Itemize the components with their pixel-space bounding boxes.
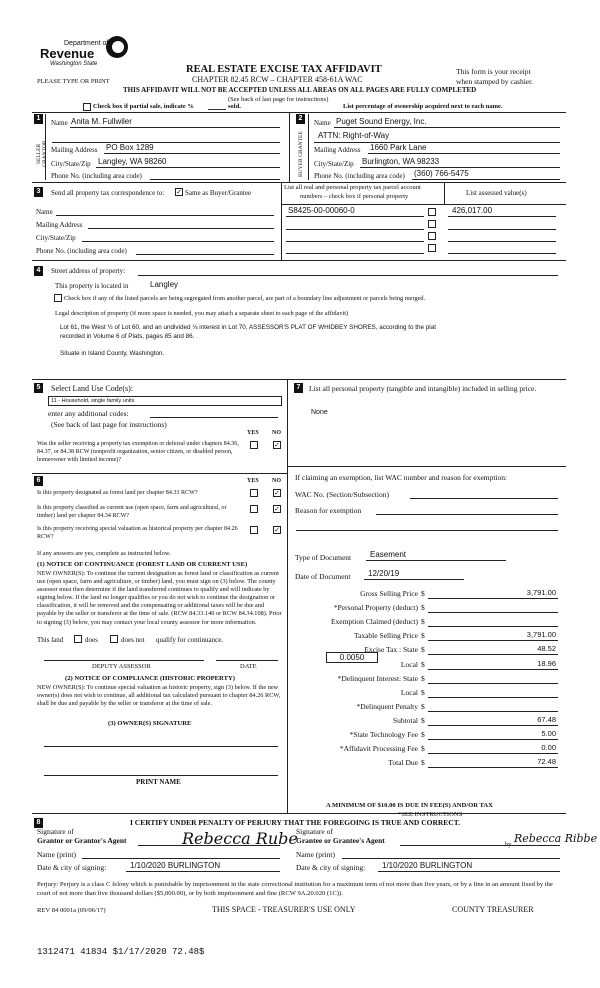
tax-row-label: *Affidavit Processing Fee: [339, 744, 418, 753]
tax-row-value[interactable]: 5.00: [541, 729, 556, 738]
grantee-name-line[interactable]: [342, 858, 560, 859]
historic-no-checkbox[interactable]: ✓: [274, 526, 280, 534]
form-warning: THIS AFFIDAVIT WILL NOT BE ACCEPTED UNLESS ALL AREAS ON ALL PAGES ARE FULLY COMPLETED: [123, 86, 477, 94]
tax-row-line: [428, 739, 558, 740]
grantee-name-print-label: Name (print): [296, 850, 335, 859]
grantor-sig-of: Signature of: [37, 827, 74, 836]
tax-row-label: Local: [400, 660, 418, 669]
section-1-2-divider: [289, 112, 290, 182]
assessed-head: List assessed value(s): [466, 189, 527, 197]
seller-mailing-line: [104, 153, 280, 154]
tax-row-dollar: $: [421, 688, 425, 697]
tax-row-value[interactable]: 72.48: [537, 757, 556, 766]
exemption-yes-checkbox[interactable]: [250, 441, 258, 449]
parcel-line-2[interactable]: [286, 229, 424, 230]
seller-city-line: [96, 167, 280, 168]
tax-row-label: Local: [400, 688, 418, 697]
tax-row-dollar: $: [421, 716, 425, 725]
s5-no-head: NO: [272, 430, 281, 436]
tax-row-label: Subtotal: [392, 716, 418, 725]
notice-compliance-title: (2) NOTICE OF COMPLIANCE (HISTORIC PROPERTY): [65, 675, 235, 682]
corr-mailing-line[interactable]: [88, 228, 274, 229]
grantee-signature[interactable]: Rebecca Ribbe: [514, 832, 598, 845]
see-back-header: (See back of last page for instructions): [228, 96, 329, 103]
grantee-date-line: [378, 871, 560, 872]
section-6-badge: 6: [34, 476, 43, 486]
form-revision: REV 84 0001a (09/06/17): [37, 907, 106, 914]
parcel-head-1: List all real and personal property tax parcel account: [284, 184, 421, 191]
doc-date-line: [364, 579, 464, 580]
section-4-top-rule: [32, 260, 566, 261]
deputy-assessor-label: DEPUTY ASSESSOR: [92, 663, 151, 670]
forest-no-checkbox[interactable]: ✓: [274, 489, 280, 497]
tax-row-dollar: $: [421, 674, 425, 683]
parcel-head-2: numbers – check box if personal property: [300, 193, 409, 200]
section-5-badge: 5: [34, 383, 43, 393]
parcel-assessed-divider: [444, 182, 445, 204]
tax-row-line: [428, 654, 558, 655]
deputy-assessor-line[interactable]: [44, 660, 204, 661]
tax-row-value[interactable]: 3,791.00: [526, 630, 556, 639]
local-rate-box[interactable]: 0.0050: [326, 652, 378, 663]
tax-row-dollar: $: [421, 589, 425, 598]
cashier-stamp: 1312471 41834 $1/17/2020 72.48$: [37, 947, 205, 957]
see-instructions-note: *SEE INSTRUCTIONS: [398, 811, 463, 818]
s6-no-head: NO: [272, 478, 281, 484]
if-yes-note: If any answers are yes, complete as instructed below.: [37, 550, 171, 557]
section-6-top-rule: [32, 473, 287, 474]
doc-type-line: [366, 560, 506, 561]
tax-row-label: *Delinquent Interest: State: [337, 674, 418, 683]
section-5-top-rule: [32, 379, 566, 380]
tax-row-line: [428, 767, 558, 768]
land-does-checkbox[interactable]: [74, 635, 82, 643]
personal-property-label: List all personal property (tangible and intangible) included in selling price.: [309, 384, 537, 393]
tax-row-value[interactable]: 48.52: [537, 644, 556, 653]
seller-mailing-label: Mailing Address: [51, 146, 98, 154]
buyer-phone[interactable]: (360) 766-5475: [414, 169, 469, 178]
buyer-city[interactable]: Burlington, WA 98233: [362, 157, 440, 166]
form-title: REAL ESTATE EXCISE TAX AFFIDAVIT: [186, 64, 382, 75]
dor-state: Washington State: [50, 61, 98, 67]
grantor-agent-label: Grantor or Grantor's Agent: [37, 836, 127, 845]
exemption-question: Was the seller receiving a property tax exemption or deferral under chapters 84.36, 84.37, or 84.38 RCW (nonprofit organization, senior citizen, or disabled person, homeowner with limited income)?: [37, 441, 239, 463]
tax-row-value[interactable]: 18.96: [537, 659, 556, 668]
land-does-label: does: [85, 636, 98, 644]
current-use-yes-checkbox[interactable]: [250, 505, 258, 513]
buyer-name-label: Name: [314, 119, 331, 127]
parcel-personal-checkbox-4[interactable]: [428, 244, 436, 252]
land-does-not-checkbox[interactable]: [110, 635, 118, 643]
header-rule: [32, 112, 566, 113]
dor-logo: [40, 36, 130, 70]
tax-row-label: *State Technology Fee: [349, 730, 418, 739]
assessed-line-1: [448, 216, 556, 217]
assessed-line-2[interactable]: [448, 229, 556, 230]
tax-row-line: [428, 640, 558, 641]
print-name-line[interactable]: [44, 775, 278, 776]
section-8-badge: 8: [34, 818, 43, 828]
grantor-date-line: [126, 871, 280, 872]
street-address-line[interactable]: [138, 275, 558, 276]
legal-description-1: Lot 61, the West ½ of Lot 60, and an undivided ⅛ interest in Lot 70, ASSESSOR'S PLAT OF WHIDBEY SHORES, according to the plat: [60, 324, 436, 331]
partial-sale-pct-line[interactable]: [208, 102, 226, 110]
buyer-line2: [314, 142, 560, 143]
claim-exemption-label: If claiming an exemption, list WAC number and reason for exemption:: [295, 473, 508, 482]
seller-phone-line[interactable]: [150, 179, 280, 180]
buyer-mailing-label: Mailing Address: [314, 146, 361, 154]
partial-sale-checkbox[interactable]: [83, 103, 91, 111]
owner-signature-label: (3) OWNER(S) SIGNATURE: [108, 720, 192, 727]
assessed-line-4[interactable]: [448, 253, 556, 254]
corr-name-label: Name: [36, 208, 53, 216]
county-treasurer-label: COUNTY TREASURER: [452, 905, 534, 914]
send-correspondence-label: Send all property tax correspondence to:: [51, 189, 165, 197]
assessed-value[interactable]: 426,017.00: [452, 206, 493, 215]
parcel-head-rule: [281, 204, 566, 205]
wac-line[interactable]: [410, 498, 558, 499]
tax-row-dollar: $: [421, 744, 425, 753]
seller-name-line: [70, 127, 280, 128]
legal-description-2: recorded in Volume 6 of Plats, pages 85 and 86.: [60, 333, 195, 340]
grantor-date-label: Date & city of signing:: [37, 863, 107, 872]
tax-row-label: Excise Tax : State: [364, 645, 418, 654]
parcel-line-3[interactable]: [286, 241, 424, 242]
list-percentage-note: List percentage of ownership acquired next to each name.: [343, 103, 503, 110]
tax-row-value[interactable]: 0.00: [541, 743, 556, 752]
grantee-sig-line: [400, 845, 560, 846]
forest-yes-checkbox[interactable]: [250, 489, 258, 497]
grantee-by-label: by: [505, 841, 512, 848]
deputy-date-line[interactable]: [216, 660, 278, 661]
grantee-agent-label: Grantee or Grantee's Agent: [296, 836, 385, 845]
section-2-badge: 2: [296, 114, 305, 124]
parcel-line-1: [286, 216, 424, 217]
tax-row-dollar: $: [421, 730, 425, 739]
segregated-checkbox[interactable]: [54, 294, 62, 302]
buyer-mailing[interactable]: 1660 Park Lane: [370, 143, 427, 152]
seller-phone-label: Phone No. (including area code): [51, 172, 142, 180]
grantee-sig-of: Signature of: [296, 827, 333, 836]
notice-continuance-title: (1) NOTICE OF CONTINUANCE (FOREST LAND OR CURRENT USE): [37, 561, 248, 568]
forest-land-question: Is this property designated as forest land per chapter 84.33 RCW?: [37, 490, 198, 496]
tax-row-line: [428, 626, 558, 627]
corr-name-line[interactable]: [56, 215, 274, 216]
owner-signature-line[interactable]: [44, 746, 278, 747]
tax-row-label: Exemption Claimed (deduct): [330, 617, 418, 626]
tax-row-label: *Personal Property (deduct): [333, 603, 418, 612]
personal-property-value[interactable]: None: [311, 409, 328, 416]
historic-question: Is this property receiving special valuation as historical property per chapter 84.26 RCW?: [37, 526, 238, 540]
tax-row-dollar: $: [421, 617, 425, 626]
seller-city[interactable]: Langley, WA 98260: [98, 157, 167, 166]
current-use-question: Is this property classified as current use (open space, farm and agricultural, or timber) land per chapter 84.34 RCW?: [37, 505, 227, 519]
tax-row-dollar: $: [421, 645, 425, 654]
corr-mailing-label: Mailing Address: [36, 221, 83, 229]
buyer-attn[interactable]: ATTN: Right-of-Way: [318, 131, 390, 140]
form-subtitle: CHAPTER 82.45 RCW – CHAPTER 458-61A WAC: [192, 75, 363, 84]
seller-name-label: Name: [51, 119, 68, 127]
street-address-label: Street address of property:: [51, 267, 126, 275]
section-8-top-rule: [32, 813, 566, 814]
segregated-label: Check box if any of the listed parcels are being segregated from another parcel, are part of a boundary line adjustment or parcels being merged.: [64, 295, 426, 302]
seller-line2: [52, 142, 280, 143]
this-land-label: This land: [37, 636, 64, 644]
parcel-personal-checkbox-2[interactable]: [428, 220, 436, 228]
legal-description-3: Situate in Island County, Washington.: [60, 350, 165, 357]
located-label: This property is located in: [55, 282, 129, 290]
print-name-label: PRINT NAME: [136, 778, 181, 786]
doc-date-value[interactable]: 12/20/19: [368, 569, 400, 578]
qualify-label: qualify for continuance.: [156, 636, 224, 644]
tax-row-label: *Delinquent Penalty: [356, 702, 418, 711]
section-7-mid-rule: [287, 466, 566, 467]
tax-row-label: Gross Selling Price: [360, 589, 418, 598]
land-use-label: Select Land Use Code(s):: [51, 384, 133, 393]
treasurer-space-label: THIS SPACE - TREASURER'S USE ONLY: [212, 905, 356, 914]
section-7-badge: 7: [294, 383, 303, 393]
buyer-name-line: [334, 127, 560, 128]
receipt-line1: This form is your receipt: [456, 67, 531, 76]
land-use-see-back: (See back of last page for instructions): [51, 420, 167, 429]
parcel-line-4[interactable]: [286, 253, 424, 254]
reason-line[interactable]: [376, 514, 558, 515]
dor-dept-label: Department of: [64, 40, 109, 47]
deputy-date-label: DATE: [240, 663, 257, 670]
partial-sale-label: Check box if partial sale, indicate %: [93, 103, 194, 110]
buyer-phone-label: Phone No. (including area code): [314, 172, 405, 180]
certify-statement: I CERTIFY UNDER PENALTY OF PERJURY THAT THE FOREGOING IS TRUE AND CORRECT.: [130, 818, 461, 827]
seller-mailing[interactable]: PO Box 1289: [106, 143, 154, 152]
buyer-side-label: BUYER GRANTEE: [298, 131, 304, 177]
tax-row-value[interactable]: 3,791.00: [526, 588, 556, 597]
tax-row-line: [428, 753, 558, 754]
tax-row-value[interactable]: 67.48: [537, 715, 556, 724]
grantor-signature[interactable]: Rebecca Rube: [182, 829, 298, 848]
additional-codes-line[interactable]: [150, 417, 278, 418]
corr-phone-line[interactable]: [136, 254, 274, 255]
tax-row-line: [428, 598, 558, 599]
tax-row-line: [428, 669, 558, 670]
legal-description-label: Legal description of property (if more space is needed, you may attach a separate sheet to each page of the affidavit): [55, 310, 349, 317]
tax-row-line: [428, 711, 558, 712]
corr-city-line[interactable]: [82, 241, 274, 242]
minimum-due-note: A MINIMUM OF $10.00 IS DUE IN FEE(S) AND/OR TAX: [326, 802, 493, 809]
receipt-line2: when stamped by cashier.: [456, 77, 534, 86]
notice-continuance-body: NEW OWNER(S): To continue the current designation as forest land or classification as current use (open space, farm and agriculture, or timber) land, you must sign on (3) below. The county assessor must then determine if the land transferred continues to qualify and will indicate by signing below. If the land no longer qualifies or you do not wish to continue the designation or classification, it will be removed and the compensating or additional taxes will be due and payable by the seller or transferor at the time of sale. (RCW 84.33.140 or RCW 84.34.108). Prior to signing (3) below, you may contact your local county assessor for more information.: [37, 570, 282, 626]
exemption-no-checkbox[interactable]: ✓: [274, 441, 280, 449]
sold-label: sold.: [228, 103, 241, 110]
seller-city-label: City/State/Zip: [51, 160, 91, 168]
wac-label: WAC No. (Section/Subsection): [295, 490, 389, 499]
tax-row-dollar: $: [421, 603, 425, 612]
same-as-buyer-checkbox[interactable]: ✓: [176, 188, 182, 196]
same-as-buyer-label: Same as Buyer/Grantee: [185, 189, 252, 197]
grantee-date-label: Date & city of signing:: [296, 863, 366, 872]
located-value[interactable]: Langley: [150, 280, 179, 289]
seller-name[interactable]: Anita M. Fullwiler: [71, 117, 132, 126]
tax-row-line: [428, 683, 558, 684]
tax-row-line: [428, 612, 558, 613]
land-does-not-label: does not: [121, 636, 145, 644]
dor-name: Revenue: [40, 46, 95, 61]
doc-type-label: Type of Document: [295, 553, 352, 562]
tax-row-dollar: $: [421, 631, 425, 640]
parcel-personal-checkbox-1[interactable]: [428, 208, 436, 216]
parcel-number[interactable]: S8425-00-00060-0: [288, 206, 355, 215]
section-1-badge: 1: [34, 114, 43, 124]
tax-row-dollar: $: [421, 660, 425, 669]
parcel-personal-checkbox-3[interactable]: [428, 232, 436, 240]
seller-side-label: SELLER GRANTOR: [36, 140, 48, 168]
grantor-name-line[interactable]: [82, 858, 280, 859]
notice-compliance-body: NEW OWNER(S): To continue special valuation as historic property, sign (3) below. If the new owner(s) does not wish to continue, all additional tax calculated pursuant to chapter 84.26 RCW, shall be due and payable by the seller or transferor at the time of sale.: [37, 684, 281, 708]
section-3-top-rule: [32, 182, 566, 183]
perjury-statement: Perjury: Perjury is a class C felony which is punishable by imprisonment in the state correctional institution for a maximum term of not more than five years, or by a fine in an amount fixed by the court of not more than five thousand dollars ($5,000.00), or by both imprisonment and fine (RCW 9A.20.020 (1C)).: [37, 881, 553, 897]
corr-phone-label: Phone No. (including area code): [36, 247, 127, 255]
s5-yes-head: YES: [247, 430, 259, 436]
section-3-badge: 3: [34, 187, 43, 197]
s6-yes-head: YES: [247, 478, 259, 484]
land-use-select[interactable]: 11 - Household, single family units: [48, 396, 282, 406]
current-use-no-checkbox[interactable]: ✓: [274, 505, 280, 513]
section-3-divider: [281, 182, 282, 260]
tax-row-line: [428, 697, 558, 698]
buyer-city-label: City/State/Zip: [314, 160, 354, 168]
assessed-line-3[interactable]: [448, 241, 556, 242]
please-type: PLEASE TYPE OR PRINT: [37, 78, 110, 85]
buyer-mailing-line: [368, 153, 560, 154]
left-right-divider: [287, 379, 288, 813]
section-4-badge: 4: [34, 266, 43, 276]
reason-line-2[interactable]: [296, 530, 558, 531]
buyer-city-line: [360, 167, 560, 168]
buyer-side-divider: [308, 114, 309, 180]
grantor-name-print-label: Name (print): [37, 850, 76, 859]
tax-row-dollar: $: [421, 758, 425, 767]
doc-date-label: Date of Document: [295, 572, 351, 581]
tax-row-dollar: $: [421, 702, 425, 711]
buyer-name[interactable]: Puget Sound Energy, Inc.: [336, 117, 427, 126]
tax-row-label: Total Due: [388, 758, 418, 767]
seller-side-divider: [45, 114, 46, 180]
grantor-sig-line: [138, 845, 280, 846]
grantee-date-city[interactable]: 1/10/2020 BURLINGTON: [382, 861, 473, 870]
corr-city-label: City/State/Zip: [36, 234, 76, 242]
additional-codes-label: enter any additional codes:: [48, 409, 129, 418]
buyer-phone-line: [412, 179, 560, 180]
doc-type-value[interactable]: Easement: [370, 550, 407, 559]
grantor-date-city[interactable]: 1/10/2020 BURLINGTON: [130, 861, 221, 870]
tax-row-label: Taxable Selling Price: [353, 631, 418, 640]
reason-label: Reason for exemption: [295, 506, 362, 515]
tax-row-line: [428, 725, 558, 726]
historic-yes-checkbox[interactable]: [250, 526, 258, 534]
